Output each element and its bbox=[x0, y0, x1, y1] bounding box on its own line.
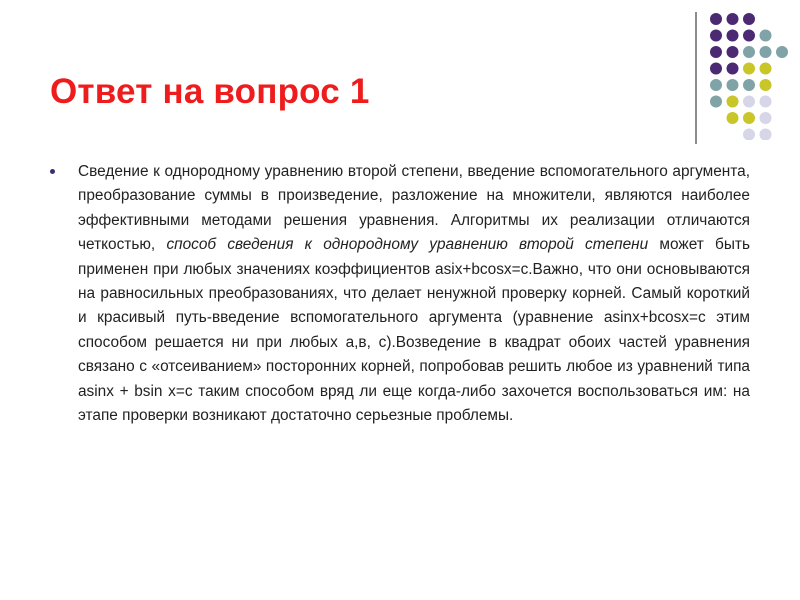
decor-dot-purple bbox=[727, 46, 739, 58]
decor-dot-yellow bbox=[760, 79, 772, 91]
decor-dot-purple bbox=[710, 46, 722, 58]
decor-dot-purple bbox=[743, 13, 755, 25]
decor-dot-lavender bbox=[743, 96, 755, 108]
decor-dot-teal bbox=[760, 46, 772, 58]
decor-dot-yellow bbox=[760, 63, 772, 75]
paragraph bbox=[78, 160, 750, 428]
decorative-dot-grid bbox=[0, 0, 800, 140]
decor-dot-teal bbox=[727, 79, 739, 91]
paragraph-text-1: Сведение к однородному уравнению второй степени, введение вспомогательного аргумента, преобразование суммы в произведение, разложение на множители, являются наиболее эффективными методами решения уравнения. Алгоритмы их реализации отличаются четкостью, bbox=[78, 163, 750, 254]
decor-dot-lavender bbox=[760, 96, 772, 108]
decor-dot-teal bbox=[743, 46, 755, 58]
slide-title: Ответ на вопрос 1 bbox=[50, 72, 370, 111]
decor-dot-yellow bbox=[727, 112, 739, 124]
divider-line bbox=[695, 12, 697, 144]
paragraph-text-2: может быть применен при любых значениях коэффициентов asix+bcosx=c.Важно, что они основываются на равносильных преобразованиях, что делает ненужной проверку корней. Самый короткий и красивый путь-введение вспомогательного аргумента (уравнение asinx+bcosx=c этим способом решается ни при любых а,в, с).Возведение в квадрат обоих частей уравнения связано с «отсеиванием» посторонних корней, попробовав решить любое из уравнений типа asinx + bsin x=c таким способом вряд ли еще когда-либо захочется воспользоваться им: на этапе проверки возникают достаточно серьезные проблемы. bbox=[78, 236, 750, 425]
paragraph-italic: способ сведения к однородному уравнению второй степени bbox=[166, 236, 649, 254]
decor-dot-purple bbox=[727, 63, 739, 75]
decor-dot-purple bbox=[727, 13, 739, 25]
decor-dot-purple bbox=[710, 63, 722, 75]
decor-dot-yellow bbox=[743, 63, 755, 75]
decor-dot-teal bbox=[743, 79, 755, 91]
decor-dot-purple bbox=[710, 13, 722, 25]
bullet-item bbox=[50, 160, 750, 428]
decor-dot-lavender bbox=[760, 129, 772, 141]
decor-dot-teal bbox=[710, 79, 722, 91]
decor-dot-yellow bbox=[743, 112, 755, 124]
decor-dot-purple bbox=[727, 30, 739, 42]
decor-dot-purple bbox=[710, 30, 722, 42]
decor-dot-teal bbox=[710, 96, 722, 108]
decor-dot-teal bbox=[776, 46, 788, 58]
decor-dot-yellow bbox=[727, 96, 739, 108]
decor-dot-lavender bbox=[760, 112, 772, 124]
decor-dot-purple bbox=[743, 30, 755, 42]
decor-dot-teal bbox=[760, 30, 772, 42]
bullet-icon bbox=[50, 160, 78, 428]
decor-dot-lavender bbox=[743, 129, 755, 141]
